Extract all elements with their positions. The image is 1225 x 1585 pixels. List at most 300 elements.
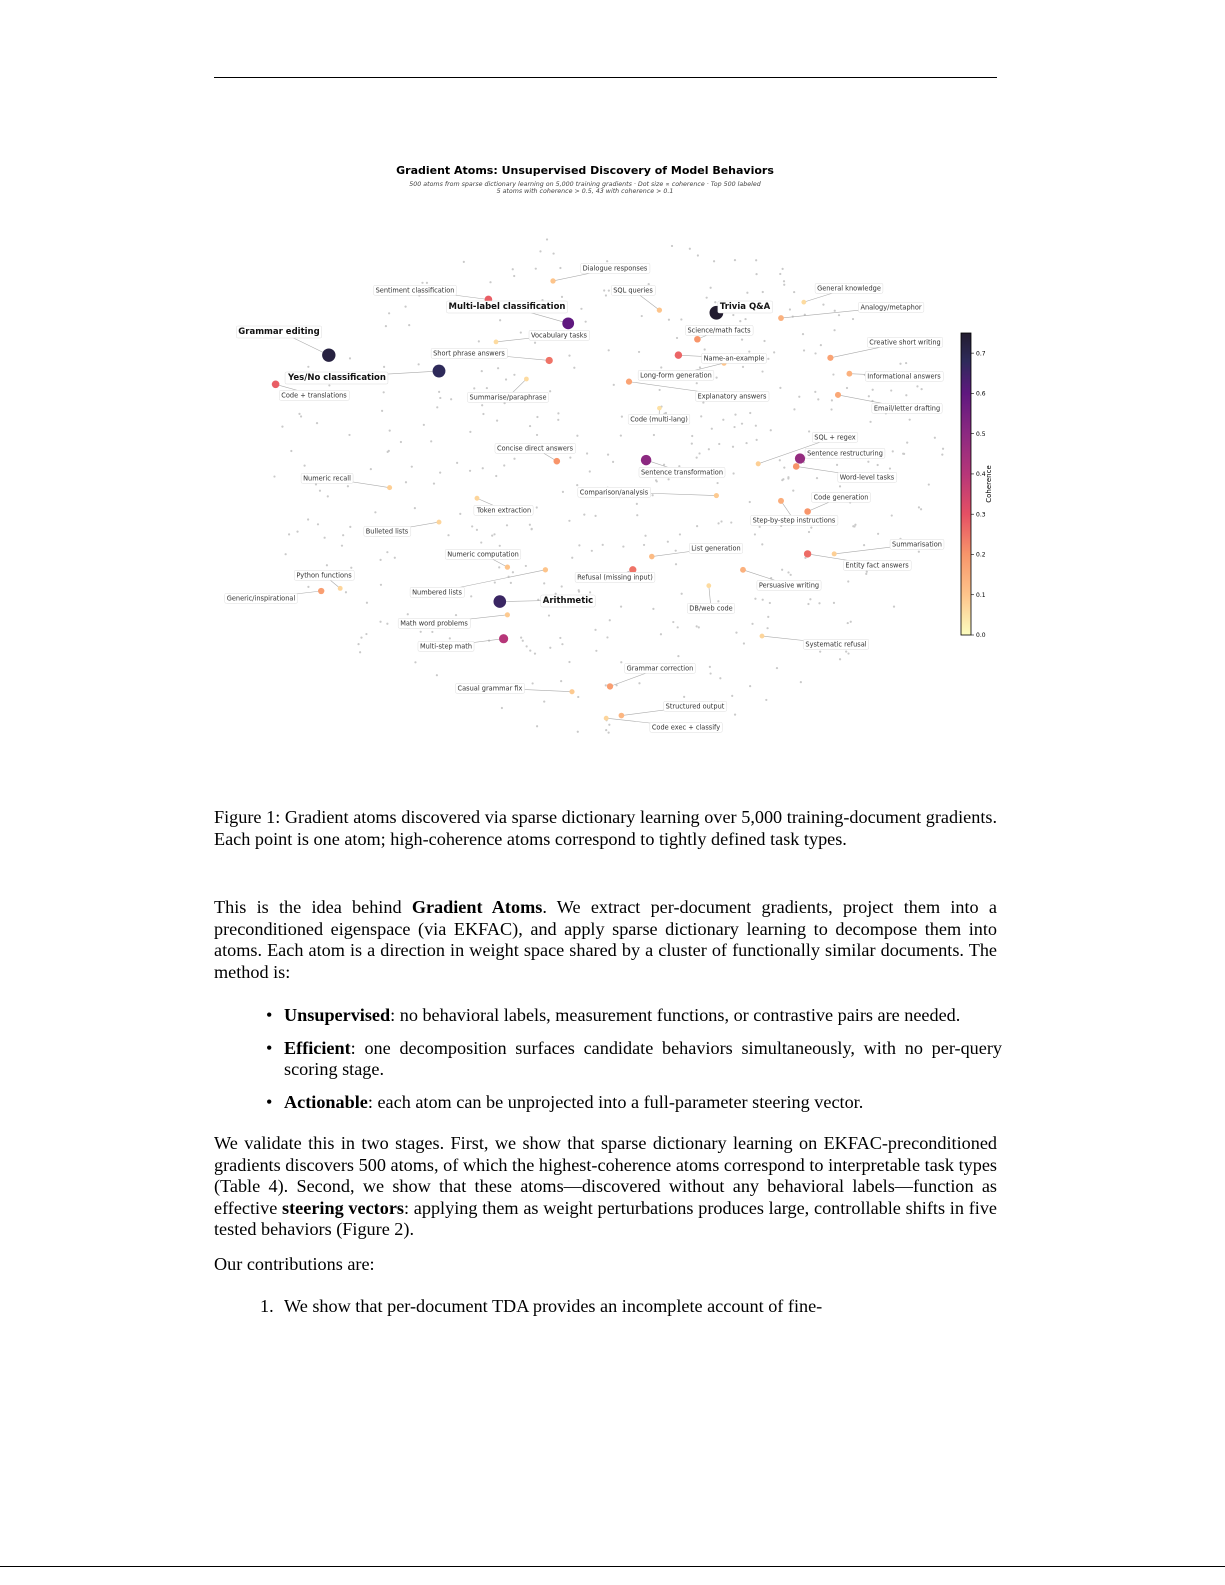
- background-atom: [787, 477, 789, 479]
- background-atom: [436, 674, 438, 676]
- background-atom: [388, 312, 390, 314]
- background-atom: [589, 470, 591, 472]
- background-atom: [349, 357, 351, 359]
- background-atom: [918, 551, 920, 553]
- background-atom: [357, 643, 359, 645]
- background-atom: [744, 318, 746, 320]
- background-atom: [672, 621, 674, 623]
- background-atom: [809, 598, 811, 600]
- background-atom: [741, 423, 743, 425]
- background-atom: [667, 541, 669, 543]
- background-atom: [503, 464, 505, 466]
- background-atom: [512, 571, 514, 573]
- background-atom: [608, 732, 610, 734]
- atom-label: [294, 570, 354, 580]
- background-atom: [407, 613, 409, 615]
- background-atom: [691, 435, 693, 437]
- background-atom: [529, 425, 531, 427]
- background-atom: [681, 593, 683, 595]
- background-atom: [783, 467, 785, 469]
- background-atom: [456, 462, 458, 464]
- background-atom: [497, 367, 499, 369]
- background-atom: [867, 461, 869, 463]
- background-atom: [734, 259, 736, 261]
- colorbar: [961, 333, 993, 639]
- atom-point: [505, 612, 510, 617]
- background-atom: [300, 415, 302, 417]
- background-atom: [591, 550, 593, 552]
- background-atom: [817, 398, 819, 400]
- background-atom: [765, 699, 767, 701]
- background-atom: [476, 529, 478, 531]
- background-atom: [602, 544, 604, 546]
- contribution-item: [260, 1296, 822, 1318]
- atom-label: [702, 353, 767, 363]
- atom-point: [832, 551, 837, 556]
- background-atom: [660, 633, 662, 635]
- bullet-icon: •: [266, 1037, 273, 1058]
- background-atom: [909, 419, 911, 421]
- background-atom: [380, 584, 382, 586]
- background-atom: [576, 484, 578, 486]
- text: We show that per-document TDA provides an incomplete account of fine-: [284, 1296, 823, 1316]
- atom-label: [751, 515, 838, 525]
- atom-label: [803, 639, 868, 649]
- chart-subtitle-2: 5 atoms with coherence > 0.5, 43 with coherence > 0.1: [496, 188, 674, 195]
- background-atom: [668, 319, 670, 321]
- background-atom: [710, 287, 712, 289]
- background-atom: [328, 384, 330, 386]
- background-atom: [711, 428, 713, 430]
- background-atom: [307, 518, 309, 520]
- atom-point: [272, 380, 280, 388]
- background-atom: [802, 333, 804, 335]
- background-atom: [499, 545, 501, 547]
- background-atom: [893, 605, 895, 607]
- background-atom: [704, 348, 706, 350]
- background-atom: [822, 304, 824, 306]
- atom-label-text: Grammar editing: [238, 327, 320, 337]
- atom-label-text: Generic/inspirational: [226, 594, 296, 603]
- atom-point: [499, 634, 508, 643]
- background-atom: [918, 506, 920, 508]
- background-atom: [668, 478, 670, 480]
- background-atom: [608, 724, 610, 726]
- atom-label-text: Trivia Q&A: [719, 302, 771, 312]
- background-atom: [636, 503, 638, 505]
- background-atom: [746, 292, 748, 294]
- atom-point: [714, 493, 719, 498]
- background-atom: [749, 412, 751, 414]
- background-atom: [580, 308, 582, 310]
- background-atom: [493, 533, 495, 535]
- background-atom: [555, 593, 557, 595]
- background-atom: [481, 404, 483, 406]
- background-atom: [696, 382, 698, 384]
- background-atom: [675, 550, 677, 552]
- atom-label-text: Analogy/metaphor: [860, 303, 922, 312]
- background-atom: [350, 567, 352, 569]
- background-atom: [411, 466, 413, 468]
- footer-rule: [0, 1566, 1225, 1567]
- atom-point: [562, 317, 574, 329]
- background-atom: [833, 602, 835, 604]
- background-atom: [781, 569, 783, 571]
- background-atom: [793, 291, 795, 293]
- background-atom: [660, 366, 662, 368]
- background-atom: [641, 315, 643, 317]
- atom-label-text: Summarise/paraphrase: [469, 393, 547, 402]
- intro-paragraph: [214, 897, 997, 983]
- colorbar-tick-label: 0.5: [976, 430, 986, 438]
- atom-point: [706, 583, 711, 588]
- atom-point: [846, 371, 852, 377]
- background-atom: [698, 626, 700, 628]
- background-atom: [769, 602, 771, 604]
- colorbar-gradient: [961, 333, 971, 635]
- background-atom: [526, 645, 528, 647]
- background-atom: [577, 696, 579, 698]
- item-number: 1.: [260, 1296, 274, 1316]
- background-atom: [877, 464, 879, 466]
- atom-label-text: Structured output: [665, 702, 725, 711]
- background-atom: [449, 637, 451, 639]
- background-atom: [715, 377, 717, 379]
- background-atom: [348, 434, 350, 436]
- background-atom: [620, 434, 622, 436]
- background-atom: [722, 419, 724, 421]
- background-atom: [807, 603, 809, 605]
- text: : no behavioral labels, measurement functions, or contrastive pairs are needed.: [390, 1005, 961, 1025]
- atom-label-text: Concise direct answers: [496, 444, 574, 453]
- background-atom: [905, 362, 907, 364]
- atom-point: [437, 520, 442, 525]
- background-atom: [838, 314, 840, 316]
- background-atom: [438, 391, 440, 393]
- atom-point: [795, 453, 805, 463]
- background-atom: [552, 252, 554, 254]
- background-atom: [742, 366, 744, 368]
- atom-label: [495, 443, 576, 453]
- atom-label: [431, 348, 507, 358]
- atom-label-text: SQL queries: [613, 286, 653, 295]
- background-atom: [716, 482, 718, 484]
- background-atom: [385, 325, 387, 327]
- background-atom: [869, 421, 871, 423]
- atom-label: [285, 372, 388, 384]
- atom-point: [546, 357, 553, 364]
- background-atom: [347, 485, 349, 487]
- validation-paragraph: [214, 1133, 997, 1241]
- atom-label-text: Code generation: [813, 493, 869, 502]
- atom-labels: [225, 263, 944, 732]
- colorbar-label: Coherence: [985, 465, 993, 503]
- background-atom: [863, 544, 865, 546]
- background-atom: [404, 306, 406, 308]
- background-atom: [559, 637, 561, 639]
- background-atom: [473, 387, 475, 389]
- atom-label: [445, 549, 521, 559]
- atom-label: [541, 595, 595, 607]
- background-atom: [447, 534, 449, 536]
- background-atom: [754, 598, 756, 600]
- atom-point: [793, 463, 800, 470]
- background-atom: [709, 672, 711, 674]
- colorbar-tick-label: 0.4: [976, 471, 986, 479]
- list-item: [262, 1092, 1002, 1114]
- atom-label-text: Explanatory answers: [697, 392, 767, 401]
- background-atom: [529, 650, 531, 652]
- atom-label: [628, 414, 690, 424]
- background-atom: [868, 395, 870, 397]
- background-atom: [680, 318, 682, 320]
- background-atom: [890, 389, 892, 391]
- atom-point: [322, 348, 335, 361]
- term: Unsupervised: [284, 1005, 391, 1025]
- background-atom: [605, 294, 607, 296]
- background-atom: [792, 490, 794, 492]
- background-atom: [536, 506, 538, 508]
- background-atom: [762, 599, 764, 601]
- background-atom: [834, 310, 836, 312]
- background-atom: [905, 394, 907, 396]
- background-atom: [573, 367, 575, 369]
- background-atom: [491, 535, 493, 537]
- atom-point: [543, 567, 548, 572]
- background-atom: [620, 606, 622, 608]
- background-atom: [866, 571, 868, 573]
- background-atom: [698, 452, 700, 454]
- colorbar-tick-label: 0.1: [976, 591, 986, 599]
- atom-label-text: Dialogue responses: [582, 264, 648, 273]
- background-atom: [450, 398, 452, 400]
- background-atom: [779, 459, 781, 461]
- background-atom: [831, 399, 833, 401]
- background-atom: [763, 340, 765, 342]
- background-atom: [638, 351, 640, 353]
- atom-label: [279, 390, 349, 400]
- background-atom: [520, 637, 522, 639]
- list-item: [262, 1038, 1002, 1081]
- background-atom: [387, 451, 389, 453]
- atom-label: [718, 301, 773, 313]
- atom-label-text: Code + translations: [281, 391, 347, 400]
- background-atom: [770, 429, 772, 431]
- background-atom: [713, 260, 715, 262]
- background-atom: [653, 434, 655, 436]
- atom-label: [689, 543, 742, 553]
- chart-subtitle-1: 500 atoms from sparse dictionary learning on 5,000 training gradients · Dot size ∝ coherence · Top 500 labeled: [409, 181, 761, 188]
- background-atom: [643, 544, 645, 546]
- atom-label-text: Persuasive writing: [758, 581, 820, 590]
- atom-label: [225, 593, 298, 603]
- background-atom: [499, 319, 501, 321]
- background-atom: [803, 349, 805, 351]
- background-atom: [423, 424, 425, 426]
- atom-label-text: Name-an-example: [703, 354, 765, 363]
- atom-point: [318, 588, 324, 594]
- background-atom: [439, 397, 441, 399]
- background-atom: [548, 614, 550, 616]
- atom-point: [804, 508, 811, 515]
- background-atom: [557, 419, 559, 421]
- atom-label: [301, 473, 353, 483]
- atom-point: [619, 713, 625, 719]
- atom-point: [778, 315, 784, 321]
- background-atom: [549, 390, 551, 392]
- background-atom: [678, 465, 680, 467]
- background-atom: [748, 351, 750, 353]
- list-item: [262, 1005, 1002, 1027]
- background-atom: [481, 370, 483, 372]
- atom-label: [410, 587, 464, 597]
- atom-point: [641, 455, 652, 466]
- background-atom: [342, 534, 344, 536]
- atom-label: [575, 572, 655, 582]
- atom-point: [604, 716, 609, 721]
- atom-label-text: Science/math facts: [687, 326, 751, 335]
- background-atom: [606, 260, 608, 262]
- background-atom: [743, 642, 745, 644]
- background-atom: [595, 650, 597, 652]
- atom-point: [524, 377, 529, 382]
- background-atom: [612, 461, 614, 463]
- atom-label-text: Multi-label classification: [448, 302, 566, 312]
- background-atom: [349, 526, 351, 528]
- atom-point: [740, 567, 746, 573]
- background-atom: [307, 586, 309, 588]
- background-atom: [534, 342, 536, 344]
- atom-label-text: Numbered lists: [412, 588, 462, 597]
- background-atom: [762, 291, 764, 293]
- atom-label-text: Multi-step math: [419, 642, 473, 651]
- background-atom: [577, 731, 579, 733]
- atom-label: [843, 560, 911, 570]
- background-atom: [469, 431, 471, 433]
- atom-label-text: Sentiment classification: [375, 286, 455, 295]
- background-atom: [839, 658, 841, 660]
- background-atom: [781, 479, 783, 481]
- atom-label-text: Grammar correction: [626, 664, 694, 673]
- background-atom: [906, 442, 908, 444]
- background-atom: [478, 340, 480, 342]
- atom-label: [757, 580, 821, 590]
- background-atom: [833, 329, 835, 331]
- background-atom: [717, 522, 719, 524]
- background-atom: [421, 282, 423, 284]
- bullet-icon: •: [266, 1005, 273, 1025]
- background-atom: [720, 520, 722, 522]
- background-atom: [436, 406, 438, 408]
- background-atom: [569, 457, 571, 459]
- background-atom: [749, 501, 751, 503]
- atom-label: [418, 641, 474, 651]
- atom-label-text: Numeric computation: [447, 550, 519, 559]
- background-atom: [414, 507, 416, 509]
- colorbar-tick-label: 0.6: [976, 390, 986, 398]
- contributions-intro: Our contributions are:: [214, 1254, 375, 1274]
- background-atom: [546, 238, 548, 240]
- background-atom: [381, 410, 383, 412]
- atom-label: [664, 701, 727, 711]
- atom-label: [865, 371, 943, 381]
- background-atom: [536, 416, 538, 418]
- background-atoms: [273, 238, 944, 733]
- background-atom: [810, 527, 812, 529]
- background-atom: [847, 652, 849, 654]
- background-atom: [689, 248, 691, 250]
- background-atom: [850, 621, 852, 623]
- background-atom: [316, 422, 318, 424]
- background-atom: [830, 408, 832, 410]
- background-atom: [606, 636, 608, 638]
- atom-label-text: Code (multi-lang): [630, 415, 688, 424]
- figure-caption: Figure 1: Gradient atoms discovered via sparse dictionary learning over 5,000 training-document gradients. Each point is one atom; high-coherence atoms correspond to tightly defined task types.: [214, 807, 997, 849]
- background-atom: [798, 396, 800, 398]
- background-atom: [706, 297, 708, 299]
- background-atom: [934, 437, 936, 439]
- background-atom: [469, 470, 471, 472]
- atom-point: [387, 485, 392, 490]
- background-atom: [405, 481, 407, 483]
- background-atom: [892, 450, 894, 452]
- background-atom: [513, 458, 515, 460]
- background-atom: [814, 352, 816, 354]
- background-atom: [400, 441, 402, 443]
- atom-point: [649, 554, 655, 560]
- atom-point: [694, 336, 701, 343]
- background-atom: [379, 559, 381, 561]
- atom-label: [638, 370, 714, 380]
- background-atom: [605, 729, 607, 731]
- background-atom: [755, 273, 757, 275]
- background-atom: [471, 525, 473, 527]
- background-atom: [568, 661, 570, 663]
- background-atom: [759, 526, 761, 528]
- atom-label: [611, 285, 655, 295]
- atom-point: [607, 683, 613, 689]
- background-atom: [745, 442, 747, 444]
- background-atom: [732, 314, 734, 316]
- atom-point: [505, 565, 510, 570]
- background-atom: [683, 696, 685, 698]
- term: Actionable: [284, 1091, 368, 1112]
- background-atom: [482, 413, 484, 415]
- background-atom: [755, 259, 757, 261]
- background-atom: [495, 475, 497, 477]
- background-atom: [327, 495, 329, 497]
- background-atom: [290, 450, 292, 452]
- background-atom: [754, 533, 756, 535]
- background-atom: [496, 419, 498, 421]
- background-atom: [808, 430, 810, 432]
- background-atom: [414, 661, 416, 663]
- background-atom: [603, 289, 605, 291]
- atom-label-text: Systematic refusal: [805, 640, 867, 649]
- background-atom: [719, 677, 721, 679]
- atom-label-text: Math word problems: [400, 619, 468, 628]
- background-atom: [525, 565, 527, 567]
- text: : one decomposition surfaces candidate behaviors simultaneously, with no per-query scoring stage.: [284, 1037, 1002, 1080]
- background-atom: [585, 321, 587, 323]
- atom-label: [872, 403, 942, 413]
- background-atom: [819, 651, 821, 653]
- background-atom: [480, 541, 482, 543]
- background-atom: [482, 467, 484, 469]
- background-atom: [298, 413, 300, 415]
- atom-label-text: General knowledge: [817, 284, 881, 293]
- atom-label: [625, 663, 696, 673]
